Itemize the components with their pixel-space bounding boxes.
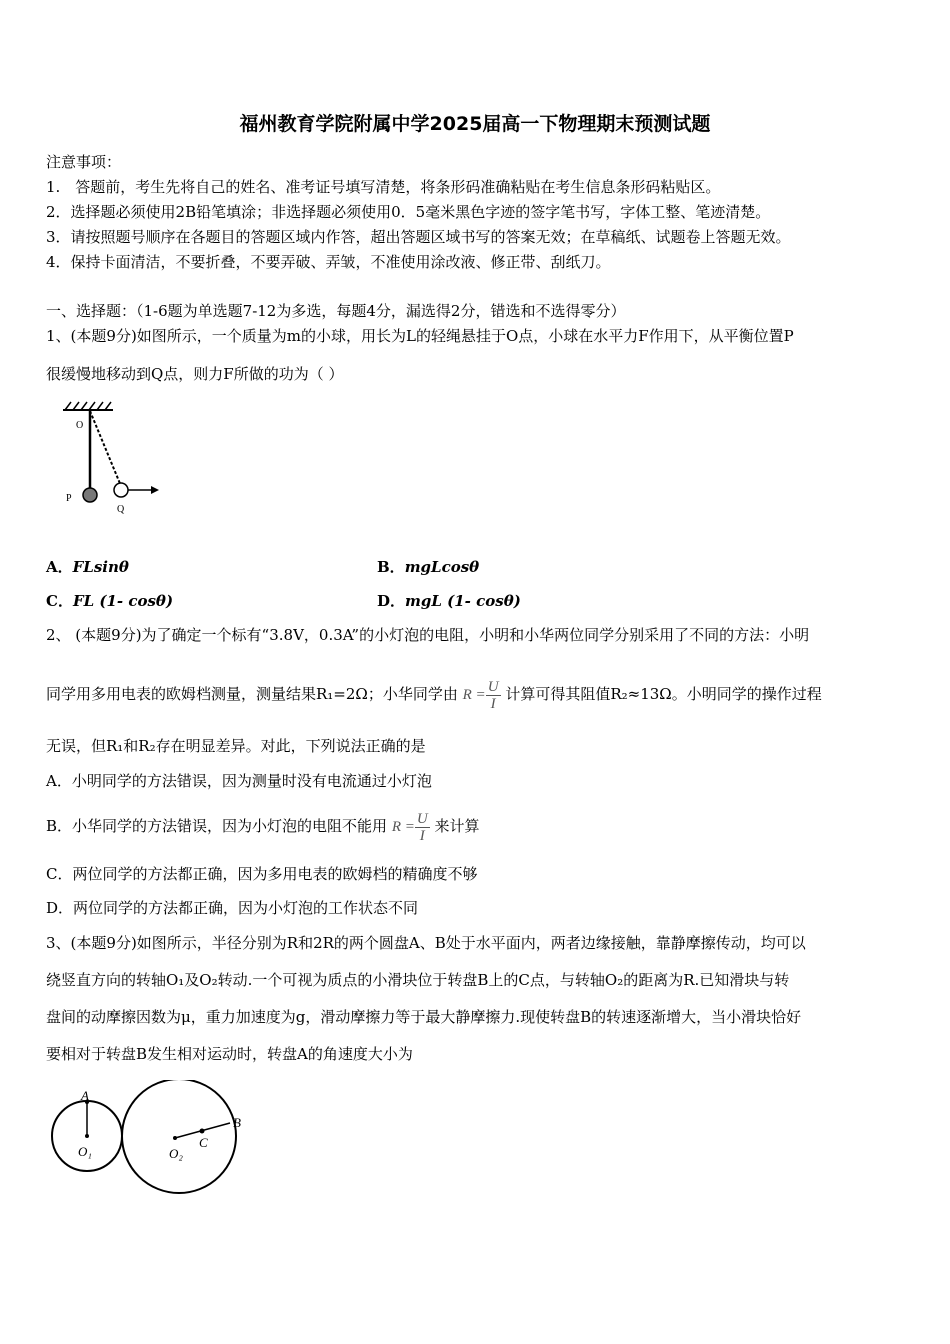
q1-option-b	[377, 557, 479, 577]
ohm-law-denominator-b: I	[419, 827, 425, 844]
q2-option-d: D．两位同学的方法都正确，因为小灯泡的工作状态不同	[46, 899, 419, 917]
q2-option-b	[46, 808, 480, 845]
q3-stem-line2: 绕竖直方向的转轴O₁及O₂转动.一个可视为质点的小滑块位于转盘B上的C点，与转轴O₂的距离为R.已知滑块与转	[46, 971, 790, 989]
q1-option-a-label: A．	[46, 558, 73, 576]
q2-stem-line2-a: 同学用多用电表的欧姆档测量，测量结果R₁=2Ω；小华同学由	[46, 685, 458, 703]
q2-option-a: A．小明同学的方法错误，因为测量时没有电流通过小灯泡	[46, 772, 432, 790]
q2-stem-line2-b: 计算可得其阻值R₂≈13Ω。小明同学的操作过程	[505, 685, 822, 703]
point-p-label: P	[66, 493, 72, 504]
q1-option-b-label: B．	[377, 558, 405, 576]
section-heading: 一、选择题：（1-6题为单选题7-12为多选，每题4分，漏选得2分，错选和不选得零分）	[46, 302, 626, 320]
notice-heading: 注意事项：	[46, 153, 122, 171]
point-c-label: C	[199, 1135, 208, 1150]
axis-o2-label: O₂	[169, 1146, 183, 1161]
q1-option-d	[377, 591, 521, 611]
q1-stem-line1: 1、(本题9分)如图所示，一个质量为m的小球，用长为L的轻绳悬挂于O点，小球在水平力F作用下，从平衡位置P	[46, 327, 794, 345]
q2-option-b-post: 来计算	[434, 817, 480, 835]
disk-a-label: A	[81, 1088, 89, 1103]
notice-item-1: 1. 答题前，考生先将自己的姓名、准考证号填写清楚，将条形码准确粘贴在考生信息条形码粘贴区。	[46, 178, 721, 196]
notice-item-2: 2．选择题必须使用2B铅笔填涂；非选择题必须使用0．5毫米黑色字迹的签字笔书写，字体工整、笔迹清楚。	[46, 203, 771, 221]
notice-item-3: 3．请按照题号顺序在各题目的答题区域内作答，超出答题区域书写的答案无效；在草稿纸、试题卷上答题无效。	[46, 228, 791, 246]
q2-option-c: C．两位同学的方法都正确，因为多用电表的欧姆档的精确度不够	[46, 865, 478, 883]
q3-stem-line3: 盘间的动摩擦因数为μ，重力加速度为g，滑动摩擦力等于最大静摩擦力.现使转盘B的转速逐渐增大，当小滑块恰好	[46, 1008, 802, 1026]
ohm-law-lhs: R =	[462, 687, 486, 703]
ohm-law-fraction	[486, 679, 501, 712]
q1-option-a	[46, 557, 129, 577]
q2-stem-line1: 2、 (本题9分)为了确定一个标有“3.8V，0.3A”的小灯泡的电阻，小明和小华两位同学分别采用了不同的方法：小明	[46, 626, 810, 644]
point-o-label: O	[76, 420, 84, 431]
q2-option-b-pre: B．小华同学的方法错误，因为小灯泡的电阻不能用	[46, 817, 388, 835]
q1-option-b-text: mgLcosθ	[404, 558, 480, 576]
ohm-law-lhs-b: R =	[391, 819, 415, 835]
q3-stem-line4: 要相对于转盘B发生相对运动时，转盘A的角速度大小为	[46, 1045, 413, 1063]
q1-option-c	[46, 591, 173, 611]
q2-stem-line3: 无误，但R₁和R₂存在明显差异。对此，下列说法正确的是	[46, 737, 426, 755]
q1-option-a-text: FLsinθ	[72, 558, 129, 576]
q3-disks-figure	[45, 1080, 255, 1200]
ohm-law-numerator-b: U	[416, 810, 428, 827]
q3-stem-line1: 3、(本题9分)如图所示，半径分别为R和2R的两个圆盘A、B处于水平面内，两者边缘接触，靠静摩擦传动，均可以	[46, 934, 806, 952]
q1-option-c-text: FL (1- cosθ)	[72, 592, 174, 610]
q1-option-c-label: C．	[46, 592, 73, 610]
q2-stem-line2	[46, 676, 822, 713]
q1-pendulum-figure	[55, 400, 170, 520]
disk-b-label: B	[233, 1115, 241, 1130]
q1-option-d-text: mgL (1- cosθ)	[405, 592, 521, 610]
q1-stem-line2: 很缓慢地移动到Q点，则力F所做的功为（ ）	[46, 365, 344, 383]
ohm-law-denominator: I	[490, 695, 496, 712]
point-q-label: Q	[117, 504, 125, 515]
q1-option-d-label: D．	[377, 592, 406, 610]
notice-item-4: 4．保持卡面清洁，不要折叠，不要弄破、弄皱，不准使用涂改液、修正带、刮纸刀。	[46, 253, 611, 271]
ohm-law-fraction-b	[415, 811, 430, 844]
page-title: 福州教育学院附属中学2025届高一下物理期末预测试题	[239, 113, 711, 135]
axis-o1-label: O₁	[78, 1144, 92, 1159]
ohm-law-numerator: U	[487, 678, 499, 695]
